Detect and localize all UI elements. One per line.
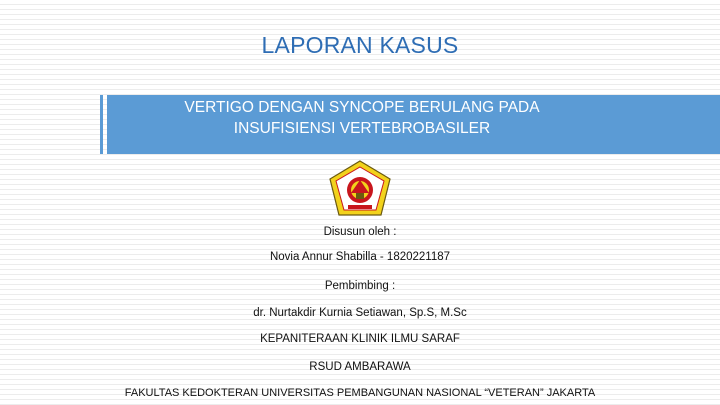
subtitle-line-1: VERTIGO DENGAN SYNCOPE BERULANG PADA [184,99,540,116]
university-emblem-icon [329,160,391,218]
slide-title: LAPORAN KASUS [261,32,459,58]
subtitle-text [107,97,617,139]
supervisor-label: Pembimbing : [324,280,396,292]
supervisor-name: dr. Nurtakdir Kurnia Setiawan, Sp.S, M.Sc [253,307,467,319]
banner-accent-bar [100,95,103,154]
subtitle-line-2: INSUFISIENSI VERTEBROBASILER [233,120,491,137]
department-name: KEPANITERAAN KLINIK ILMU SARAF [260,333,460,345]
author-name: Novia Annur Shabilla - 1820221187 [269,251,451,263]
faculty-name: FAKULTAS KEDOKTERAN UNIVERSITAS PEMBANGUNAN NASIONAL “VETERAN” JAKARTA [124,387,596,399]
hospital-name: RSUD AMBARAWA [309,361,411,373]
prepared-by-label: Disusun oleh : [323,226,397,238]
